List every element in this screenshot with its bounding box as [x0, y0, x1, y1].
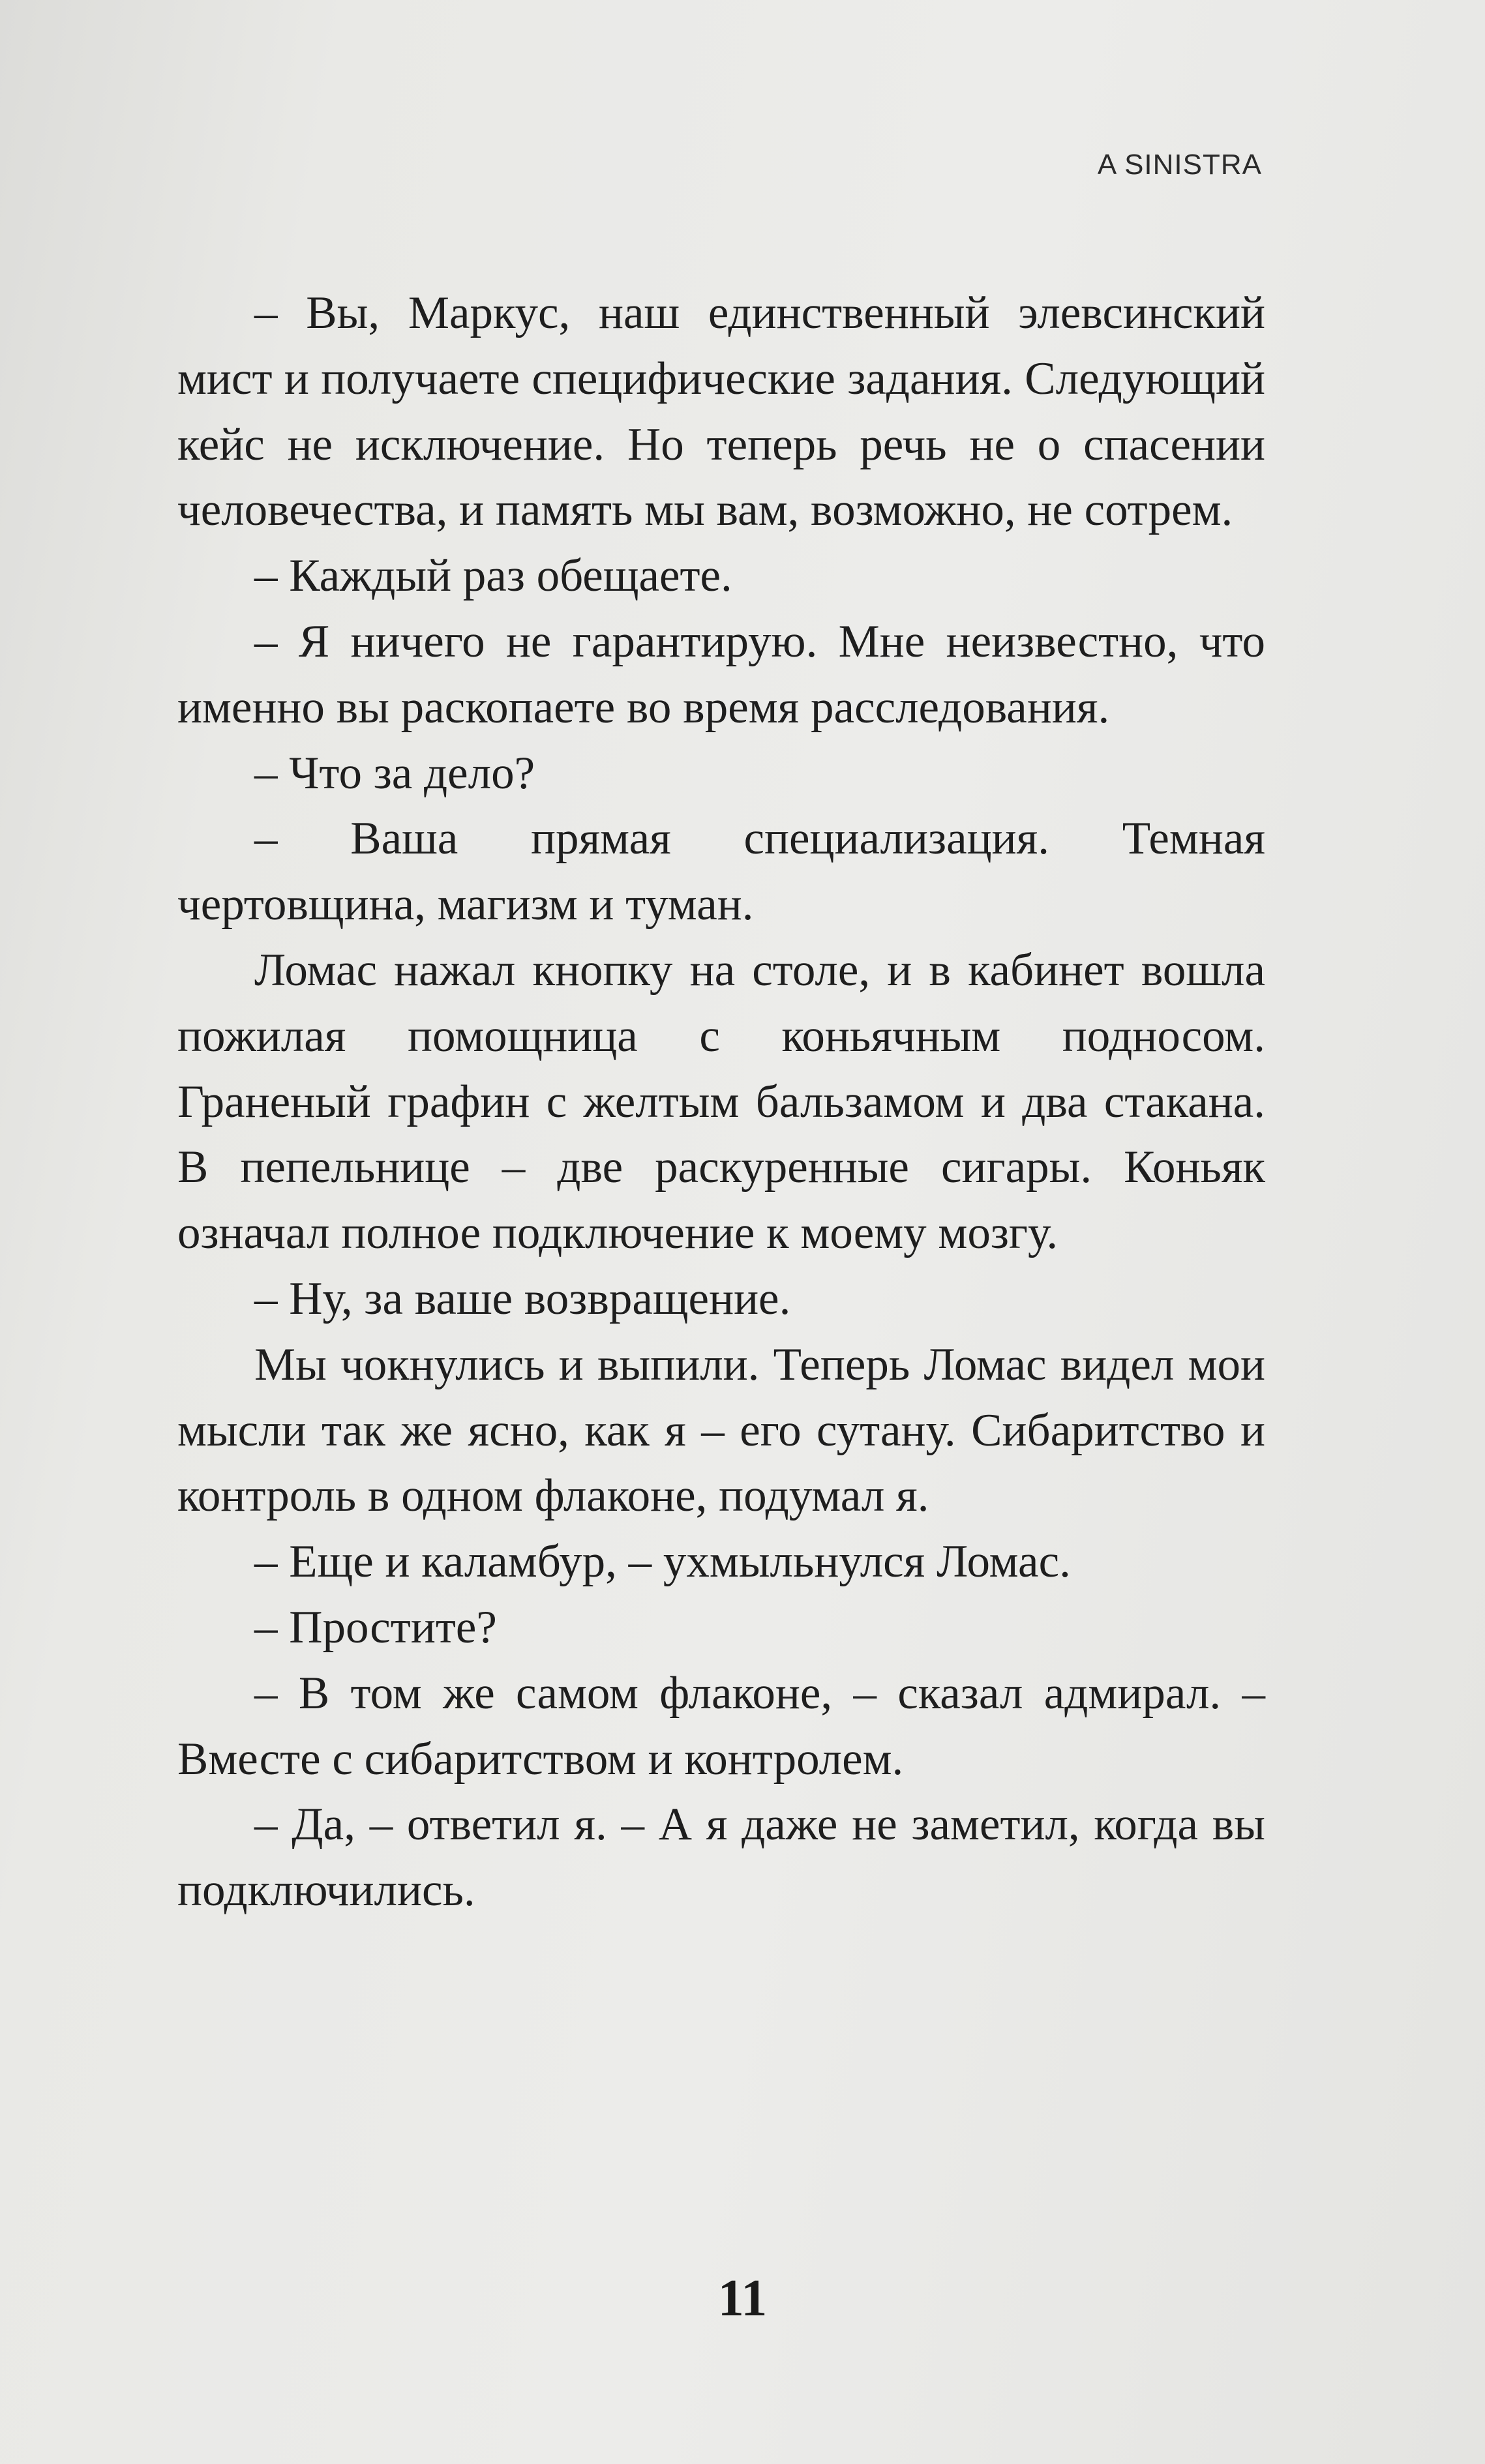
paragraph: – Что за дело?: [254, 747, 535, 799]
body-text: [177, 280, 1265, 1923]
paragraph: – Ну, за ваше возвращение.: [254, 1273, 791, 1324]
running-head: A SINISTRA: [1097, 149, 1262, 181]
paragraph: – Каждый раз обещаете.: [254, 550, 732, 602]
paragraph: – Я ничего не гарантирую. Мне неизвестно, что именно вы раскопаете во время расследования.: [177, 616, 1265, 733]
paragraph: – Вы, Маркус, наш единственный элевсинский мист и получаете специфические задания. Следующий кейс не исключение. Но теперь речь не о спасении человечества, и память мы вам, возможно, не сотрем.: [177, 288, 1265, 536]
paragraph: Мы чокнулись и выпили. Теперь Ломас видел мои мысли так же ясно, как я – его сутану. Сибаритство и контроль в одном флаконе, подумал я.: [177, 1339, 1265, 1522]
page-number: 11: [717, 2270, 768, 2327]
paragraph: – Еще и каламбур, – ухмыльнулся Ломас.: [254, 1536, 1071, 1588]
paragraph: – Простите?: [254, 1601, 497, 1653]
paragraph: – Да, – ответил я. – А я даже не заметил, когда вы подключились.: [177, 1799, 1265, 1916]
paragraph: Ломас нажал кнопку на столе, и в кабинет вошла пожилая помощница с коньячным подносом. Граненый графин с желтым бальзамом и два стакана. В пепельнице – две раскуренные сигары. Коньяк означал полное подключение к моему мозгу.: [177, 944, 1265, 1259]
paragraph: – В том же самом флаконе, – сказал адмирал. – Вместе с сибаритством и контролем.: [177, 1667, 1265, 1785]
paragraph: – Ваша прямая специализация. Темная чертовщина, магизм и туман.: [177, 813, 1265, 930]
